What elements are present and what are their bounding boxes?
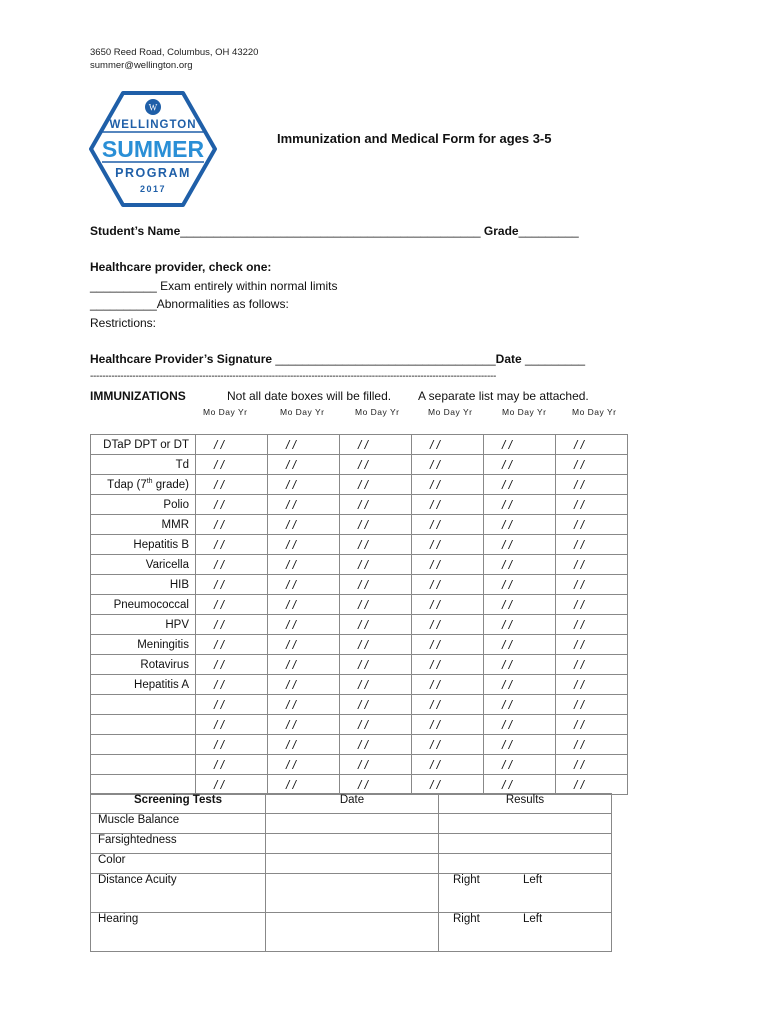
vaccine-name: HIB	[91, 575, 196, 595]
screening-table	[90, 793, 612, 952]
date-cell[interactable]: / /	[484, 595, 556, 615]
date-header-4: Mo Day Yr	[428, 407, 473, 417]
address-street: 3650 Reed Road, Columbus, OH 43220	[90, 47, 259, 58]
date-cell[interactable]: / /	[484, 535, 556, 555]
immunization-row	[91, 515, 628, 535]
immunization-row	[91, 475, 628, 495]
hearing-right-label: Right	[453, 913, 480, 925]
date-cell[interactable]: / /	[196, 555, 268, 575]
date-cell[interactable]: / /	[268, 695, 340, 715]
date-cell[interactable]: / /	[484, 695, 556, 715]
date-cell[interactable]: / /	[340, 715, 412, 735]
date-cell[interactable]: / /	[268, 575, 340, 595]
date-cell[interactable]: / /	[412, 715, 484, 735]
option-abnormal-label: Abnormalities as follows:	[156, 297, 289, 311]
date-cell[interactable]: / /	[340, 495, 412, 515]
grade-label: Grade	[483, 224, 519, 238]
date-cell[interactable]: / /	[340, 575, 412, 595]
immunization-row	[91, 775, 628, 795]
date-cell[interactable]: / /	[556, 555, 628, 575]
date-cell[interactable]: / /	[268, 475, 340, 495]
date-cell[interactable]: / /	[556, 495, 628, 515]
immunization-row	[91, 555, 628, 575]
date-cell[interactable]: / /	[196, 755, 268, 775]
vaccine-name: Meningitis	[91, 635, 196, 655]
date-cell[interactable]: / /	[340, 515, 412, 535]
date-cell[interactable]: / /	[268, 455, 340, 475]
date-cell[interactable]: / /	[484, 475, 556, 495]
date-cell[interactable]: / /	[196, 715, 268, 735]
option-normal-label: Exam entirely within normal limits	[160, 279, 338, 293]
vaccine-name: Rotavirus	[91, 655, 196, 675]
date-cell[interactable]: / /	[484, 435, 556, 455]
date-cell[interactable]: / /	[484, 715, 556, 735]
date-cell[interactable]: / /	[340, 455, 412, 475]
logo-line2: SUMMER	[101, 136, 205, 162]
immunization-row	[91, 595, 628, 615]
immunization-row	[91, 435, 628, 455]
date-cell[interactable]: / /	[412, 635, 484, 655]
date-cell[interactable]: / /	[412, 735, 484, 755]
date-header-6: Mo Day Yr	[572, 407, 617, 417]
date-cell[interactable]: / /	[340, 775, 412, 795]
grade-field[interactable]: _________	[518, 224, 579, 238]
option-abnormal-checkbox[interactable]: __________	[90, 297, 157, 311]
date-cell[interactable]: / /	[340, 475, 412, 495]
vaccine-name: Hepatitis B	[91, 535, 196, 555]
date-cell[interactable]: / /	[412, 495, 484, 515]
screening-result-cell[interactable]	[439, 854, 612, 874]
date-cell[interactable]: / /	[556, 655, 628, 675]
screening-test-distance: Distance Acuity	[91, 874, 266, 913]
vaccine-name: Polio	[91, 495, 196, 515]
date-header-1: Mo Day Yr	[203, 407, 248, 417]
screening-date-cell[interactable]	[266, 834, 439, 854]
date-cell[interactable]: / /	[196, 735, 268, 755]
screening-date-cell[interactable]	[266, 913, 439, 952]
date-cell[interactable]: / /	[484, 775, 556, 795]
screening-test-color: Color	[91, 854, 266, 874]
date-cell[interactable]: / /	[268, 515, 340, 535]
screening-result-cell[interactable]	[439, 874, 612, 913]
student-name-label: Student’s Name	[90, 224, 181, 238]
date-cell[interactable]: / /	[412, 775, 484, 795]
date-cell[interactable]: / /	[268, 735, 340, 755]
date-cell[interactable]: / /	[340, 655, 412, 675]
immunization-row	[91, 615, 628, 635]
date-cell[interactable]: / /	[268, 775, 340, 795]
screening-date-cell[interactable]	[266, 874, 439, 913]
date-cell[interactable]: / /	[556, 575, 628, 595]
date-cell[interactable]: / /	[556, 775, 628, 795]
screening-date-cell[interactable]	[266, 814, 439, 834]
date-cell[interactable]: / /	[412, 595, 484, 615]
screening-test-muscle: Muscle Balance	[91, 814, 266, 834]
date-cell[interactable]: / /	[412, 475, 484, 495]
hearing-left-label: Left	[523, 913, 543, 925]
date-cell[interactable]: / /	[412, 755, 484, 775]
signature-label: Healthcare Provider’s Signature	[90, 352, 273, 366]
date-cell[interactable]: / /	[196, 475, 268, 495]
vaccine-name: Pneumococcal	[91, 595, 196, 615]
signature-line	[90, 352, 585, 366]
screening-date-cell[interactable]	[266, 854, 439, 874]
date-cell[interactable]: / /	[340, 735, 412, 755]
date-header-3: Mo Day Yr	[355, 407, 400, 417]
date-cell[interactable]: / /	[196, 575, 268, 595]
date-cell[interactable]: / /	[412, 695, 484, 715]
signature-field[interactable]: _________________________________	[275, 352, 496, 366]
immunization-row	[91, 695, 628, 715]
date-header-5: Mo Day Yr	[502, 407, 547, 417]
date-cell[interactable]: / /	[340, 675, 412, 695]
date-cell[interactable]: / /	[196, 695, 268, 715]
date-cell[interactable]: / /	[484, 575, 556, 595]
vaccine-name: Tdap (7th grade)	[91, 475, 196, 495]
immunization-row	[91, 535, 628, 555]
vaccine-name: Td	[91, 455, 196, 475]
date-cell[interactable]: / /	[484, 515, 556, 535]
immunization-row	[91, 635, 628, 655]
date-cell[interactable]: / /	[196, 435, 268, 455]
vaccine-name: Hepatitis A	[91, 675, 196, 695]
screening-heading: Screening Tests	[91, 794, 266, 814]
date-cell[interactable]: / /	[556, 715, 628, 735]
date-cell[interactable]: / /	[556, 735, 628, 755]
date-cell[interactable]: / /	[484, 555, 556, 575]
immunization-row	[91, 755, 628, 775]
date-cell[interactable]: / /	[556, 675, 628, 695]
date-cell[interactable]: / /	[268, 715, 340, 735]
logo-line3: PROGRAM	[115, 166, 191, 180]
date-cell[interactable]: / /	[340, 755, 412, 775]
date-cell[interactable]: / /	[412, 675, 484, 695]
date-cell[interactable]: / /	[196, 515, 268, 535]
date-cell[interactable]: / /	[412, 555, 484, 575]
date-cell[interactable]: / /	[484, 675, 556, 695]
logo-line1: WELLINGTON	[109, 119, 197, 131]
immunization-row	[91, 675, 628, 695]
student-name-field[interactable]: _____________________________________________	[180, 224, 481, 238]
divider-line: --------------------------------------------------------------------------------------------------------------------------------------	[90, 371, 497, 382]
vaccine-name: Varicella	[91, 555, 196, 575]
vaccine-name	[91, 735, 196, 755]
date-cell[interactable]: / /	[556, 615, 628, 635]
screening-date-header: Date	[266, 794, 439, 814]
vaccine-name: HPV	[91, 615, 196, 635]
date-cell[interactable]: / /	[196, 535, 268, 555]
date-cell[interactable]: / /	[556, 475, 628, 495]
immunization-row	[91, 575, 628, 595]
screening-result-cell[interactable]	[439, 814, 612, 834]
date-cell[interactable]: / /	[484, 735, 556, 755]
date-cell[interactable]: / /	[412, 575, 484, 595]
date-cell[interactable]: / /	[484, 455, 556, 475]
date-cell[interactable]: / /	[412, 615, 484, 635]
distance-right-label: Right	[453, 874, 480, 886]
vaccine-name	[91, 695, 196, 715]
date-cell[interactable]: / /	[196, 635, 268, 655]
logo-emblem: W	[148, 102, 158, 113]
date-cell[interactable]: / /	[556, 535, 628, 555]
provider-heading: Healthcare provider, check one:	[90, 260, 272, 274]
vaccine-name	[91, 715, 196, 735]
date-cell[interactable]: / /	[340, 595, 412, 615]
logo-year: 2017	[139, 184, 167, 194]
date-cell[interactable]: / /	[196, 595, 268, 615]
immunization-row	[91, 655, 628, 675]
distance-left-label: Left	[523, 874, 543, 886]
form-title: Immunization and Medical Form for ages 3-5	[277, 131, 552, 146]
date-cell[interactable]: / /	[268, 755, 340, 775]
date-cell[interactable]: / /	[196, 675, 268, 695]
screening-result-cell[interactable]	[439, 913, 612, 952]
screening-results-header: Results	[439, 794, 612, 814]
date-cell[interactable]: / /	[268, 655, 340, 675]
date-cell[interactable]: / /	[340, 555, 412, 575]
immunization-row	[91, 735, 628, 755]
date-cell[interactable]: / /	[268, 535, 340, 555]
provider-option-normal	[90, 279, 337, 293]
date-cell[interactable]: / /	[556, 515, 628, 535]
date-cell[interactable]: / /	[196, 775, 268, 795]
option-normal-checkbox[interactable]: __________	[90, 279, 157, 293]
date-cell[interactable]: / /	[412, 435, 484, 455]
date-cell[interactable]: / /	[556, 595, 628, 615]
restrictions-label: Restrictions:	[90, 316, 157, 330]
date-cell[interactable]: / /	[196, 495, 268, 515]
date-cell[interactable]: / /	[340, 695, 412, 715]
date-cell[interactable]: / /	[556, 755, 628, 775]
date-cell[interactable]: / /	[268, 495, 340, 515]
immunizations-heading: IMMUNIZATIONS	[90, 389, 186, 403]
date-cell[interactable]: / /	[556, 635, 628, 655]
address-email: summer@wellington.org	[90, 60, 193, 71]
date-cell[interactable]: / /	[268, 615, 340, 635]
date-cell[interactable]: / /	[412, 655, 484, 675]
date-cell[interactable]: / /	[556, 695, 628, 715]
date-cell[interactable]: / /	[340, 635, 412, 655]
date-cell[interactable]: / /	[556, 455, 628, 475]
date-cell[interactable]: / /	[556, 435, 628, 455]
date-cell[interactable]: / /	[484, 615, 556, 635]
date-header-2: Mo Day Yr	[280, 407, 325, 417]
screening-test-hearing: Hearing	[91, 913, 266, 952]
immunizations-note-list: A separate list may be attached.	[418, 389, 589, 403]
date-cell[interactable]: / /	[268, 435, 340, 455]
vaccine-name	[91, 775, 196, 795]
program-logo	[88, 90, 218, 208]
date-cell[interactable]: / /	[412, 535, 484, 555]
date-cell[interactable]: / /	[484, 755, 556, 775]
screening-result-cell[interactable]	[439, 834, 612, 854]
date-cell[interactable]: / /	[484, 655, 556, 675]
date-cell[interactable]: / /	[196, 655, 268, 675]
date-cell[interactable]: / /	[268, 555, 340, 575]
date-cell[interactable]: / /	[340, 615, 412, 635]
date-cell[interactable]: / /	[268, 595, 340, 615]
signature-date-label: Date	[495, 352, 522, 366]
date-cell[interactable]: / /	[196, 455, 268, 475]
date-cell[interactable]: / /	[412, 515, 484, 535]
screening-test-farsight: Farsightedness	[91, 834, 266, 854]
immunization-row	[91, 495, 628, 515]
date-cell[interactable]: / /	[340, 435, 412, 455]
date-cell[interactable]: / /	[340, 535, 412, 555]
date-cell[interactable]: / /	[484, 635, 556, 655]
date-cell[interactable]: / /	[484, 495, 556, 515]
student-line	[90, 224, 579, 238]
date-cell[interactable]: / /	[268, 635, 340, 655]
date-cell[interactable]: / /	[268, 675, 340, 695]
address-block	[90, 46, 258, 72]
immunizations-note-boxes: Not all date boxes will be filled.	[227, 389, 392, 403]
immunization-row	[91, 455, 628, 475]
provider-option-abnormal	[90, 297, 289, 311]
immunization-table	[90, 434, 628, 795]
vaccine-name: MMR	[91, 515, 196, 535]
date-cell[interactable]: / /	[412, 455, 484, 475]
date-cell[interactable]: / /	[196, 615, 268, 635]
vaccine-name: DTaP DPT or DT	[91, 435, 196, 455]
signature-date-field[interactable]: _________	[525, 352, 586, 366]
vaccine-name	[91, 755, 196, 775]
immunization-row	[91, 715, 628, 735]
